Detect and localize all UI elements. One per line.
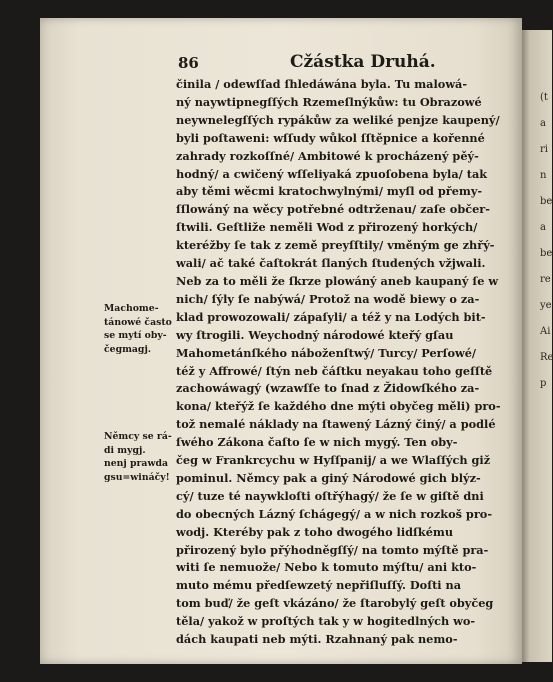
margin-note-line: gsu=wináčy! <box>104 471 170 483</box>
next-page-fragment: p <box>540 378 547 389</box>
text-line: Neb za to měli že ſkrze plowáný aneb kaupaný ſe w <box>176 273 499 288</box>
text-line: byli poſtaweni: wſſudy wůkol ſſtěpnice a kořenné <box>176 130 485 145</box>
text-line: neywnelegſſých rypákůw za weliké penjze kaupený/ <box>176 112 500 127</box>
text-line: wy ſtrogili. Weychodný národowé kteřý gſau <box>176 327 454 342</box>
text-line: dách kaupati neb mýti. Rzahnaný pak nemo- <box>176 632 458 647</box>
page-header <box>178 52 498 78</box>
margin-note-line: Němcy se rá- <box>104 431 172 442</box>
text-line: pominul. Němcy pak a giný Národowé gich blýz- <box>176 470 481 485</box>
next-page-fragment: a <box>540 222 546 233</box>
text-line: wali/ ač také čaſtokrát ſlaných ſtudených vžjwali. <box>176 256 486 271</box>
text-line: do obecných Lázný ſchágegý/ a w nich rozkoš pro- <box>176 506 493 521</box>
text-line: klad prowozowali/ zápaſyli/ a též y na Lodých bit- <box>176 309 486 324</box>
margin-note-line: Machome- <box>104 303 159 314</box>
margin-note-line: nenj prawda <box>104 458 168 470</box>
text-line: činila / odewſſad ſhledáwána byla. Tu malowá- <box>176 77 468 91</box>
text-line: ſſlowáný na wěcy potřebné odtrženau/ zaſe občer- <box>176 202 490 217</box>
page-number: 86 <box>178 54 199 72</box>
margin-note-1 <box>104 302 176 356</box>
text-line: hodný/ a cwičený wſſeliyaká zpuoſobena byla/ tak <box>176 166 488 181</box>
next-page-edge <box>522 30 552 662</box>
text-line: witi ſe nemuože/ Nebo k tomuto mýſtu/ ani kto- <box>176 560 477 575</box>
margin-note-line: čegmagj. <box>104 343 152 355</box>
text-line: ný naywtipnegſſých Rzemeſlnýkůw: tu Obrazowé <box>176 94 482 109</box>
next-page-fragment: (t <box>540 92 548 103</box>
running-title: Cžástka Druhá. <box>290 52 436 72</box>
text-line: přirozený bylo přýhodněgſſý/ na tomto mýſtě pra- <box>176 542 489 557</box>
text-line: ſwého Zákona čaſto ſe w nich mygý. Ten oby- <box>176 435 458 450</box>
text-line: kona/ kteřýž ſe každého dne mýti obyčeg měli) pro- <box>176 399 501 414</box>
next-page-fragment: a <box>540 118 546 129</box>
text-line: tom buď/ že geſt vkázáno/ že ſtarobylý geſt obyčeg <box>176 596 494 611</box>
next-page-fragment: Ai <box>540 326 551 337</box>
text-line: muto mému předſewzetý nepřiſluſſý. Doſti na <box>176 578 462 593</box>
next-page-fragment: Re <box>540 352 553 363</box>
next-page-fragment: ri <box>540 144 548 155</box>
margin-note-line: se mytí oby- <box>104 330 167 342</box>
text-line: Mahometánſkého náboženſtwý/ Turcy/ Perſowé/ <box>176 345 477 360</box>
margin-note-line: di mygj. <box>104 444 146 456</box>
text-line: kteréžby ſe tak z země preyſſtily/ vměným ge zhřý- <box>176 238 495 253</box>
margin-note-line: tánowé často <box>104 316 172 328</box>
text-line: též y Affrowé/ ſtýn neb čáſtku neyakau toho geſſtě <box>176 363 493 378</box>
next-page-fragment: n <box>540 170 547 181</box>
margin-note-2 <box>104 430 176 484</box>
text-line: aby těmi wěcmi kratochwylnými/ myſl od přemy- <box>176 184 483 199</box>
text-line: těla/ yakož w proſtých tak y w hogitedlných wo- <box>176 614 476 629</box>
body-text <box>176 76 506 649</box>
next-page-fragment: re <box>540 274 551 285</box>
text-line: nich/ ſýly ſe nabýwá/ Protož na wodě biewy o za- <box>176 291 480 306</box>
text-line: cý/ tuze té naywkloſti oſtřýhagý/ že ſe w giſtě dni <box>176 488 484 503</box>
text-line: čeg w Frankrcychu w Hyſſpanij/ a we Wlaſſých giž <box>176 453 491 468</box>
text-line: zachowáwagý (wzawſſe to ſnad z Židowſkého za- <box>176 381 480 396</box>
text-line: zahrady rozkoſſné/ Ambitowé k procházený pěý- <box>176 148 479 163</box>
next-page-fragment: be <box>540 196 553 207</box>
next-page-fragment: be <box>540 248 553 259</box>
text-line: wodj. Kteréby pak z toho dwogého lidſkému <box>176 524 454 539</box>
next-page-fragment: ye <box>540 300 552 311</box>
text-line: ſtwili. Geſtliže neměli Wod z přirozený horkých/ <box>176 220 478 235</box>
text-line: tož nemalé náklady na ſtawený Lázný činý/ a podlé <box>176 417 496 432</box>
